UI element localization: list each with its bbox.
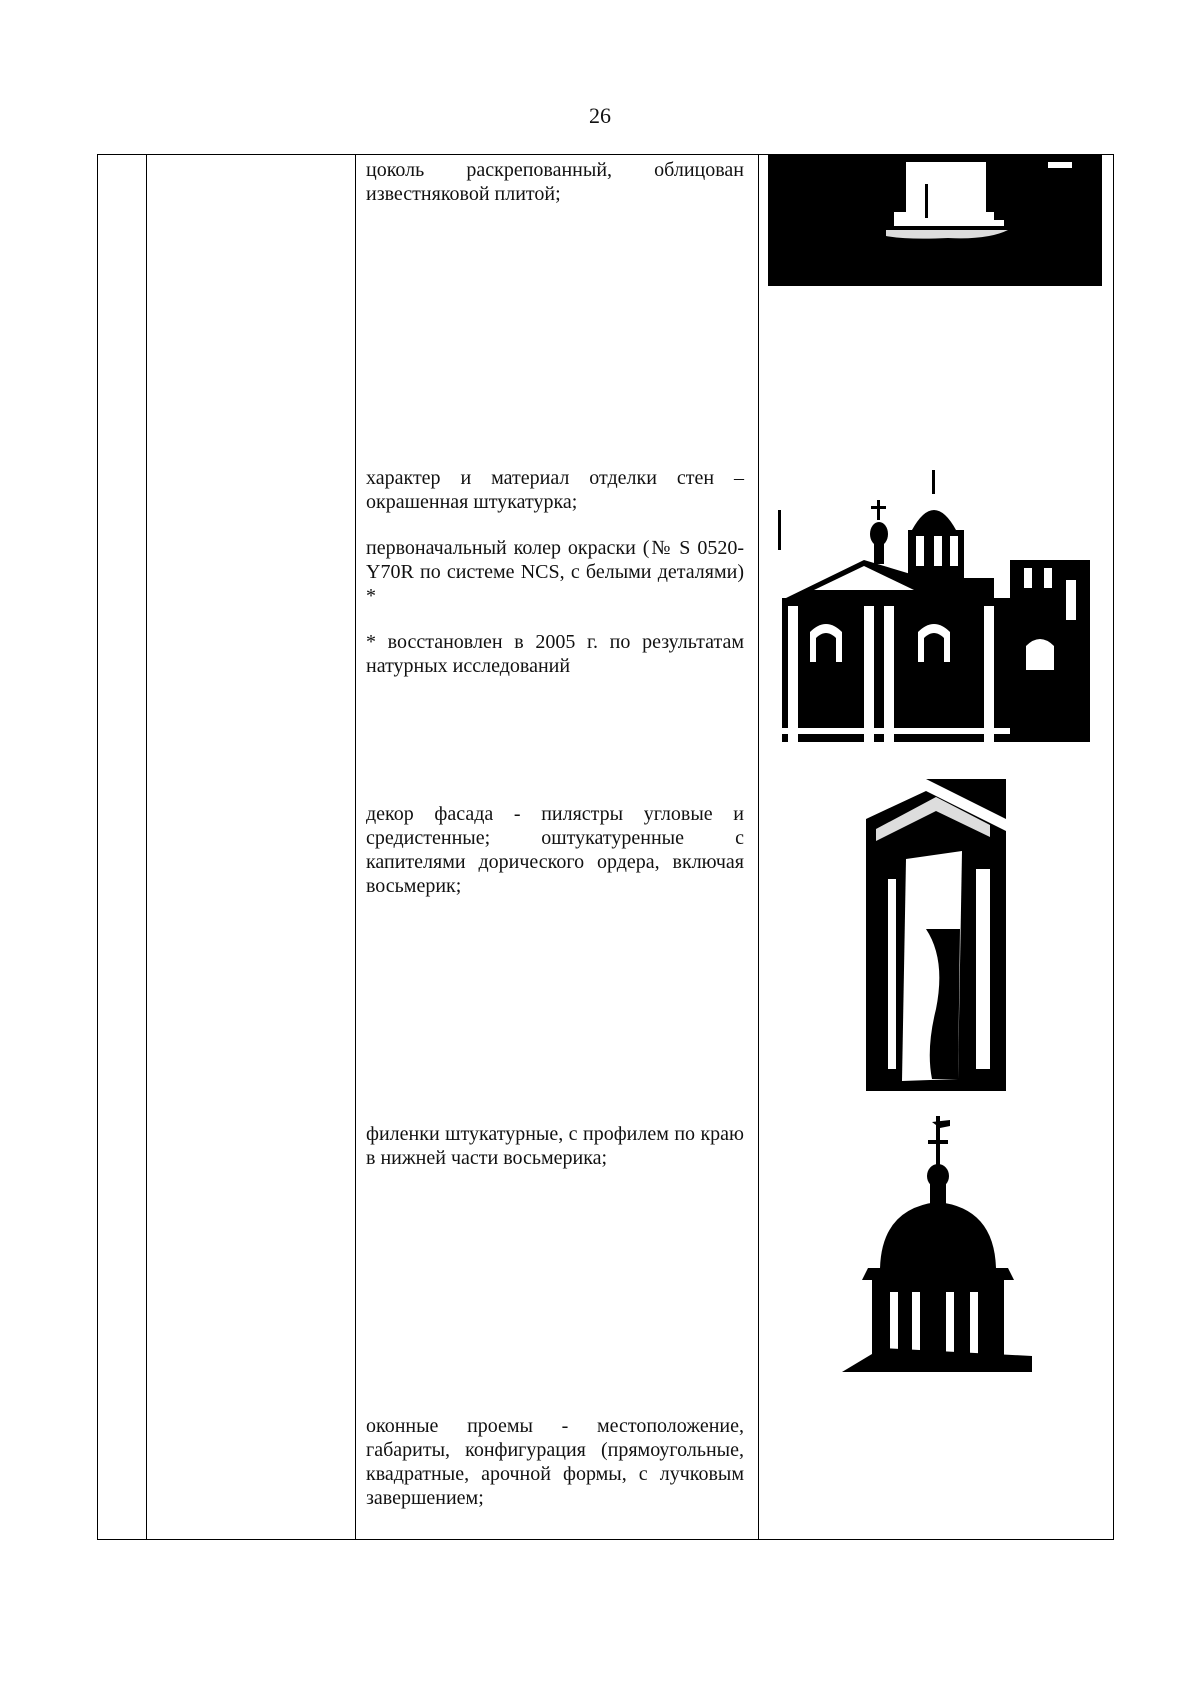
entry-text: цоколь раскрепованный, облицован известняковой плитой;	[366, 159, 744, 205]
plinth-photo	[768, 154, 1102, 286]
entry-panels	[366, 1122, 744, 1192]
page-number: 26	[589, 103, 611, 128]
entry-text: * восстановлен в 2005 г. по результатам натурных исследований	[366, 631, 744, 677]
entry-plinth	[366, 158, 744, 228]
dome-silhouette-photo	[842, 1116, 1032, 1372]
column-divider-1	[146, 154, 147, 1540]
entry-text: филенки штукатурные, с профилем по краю в нижней части восьмерика;	[366, 1123, 744, 1169]
entry-text: первоначальный колер окраски (№ S 0520-Y70R по системе NCS, с белыми деталями) *	[366, 537, 744, 607]
church-facade-photo	[774, 470, 1090, 742]
entry-text: декор фасада - пилястры угловые и средистенные; оштукатуренные с капителями дорического ордера, включая восьмерик;	[366, 803, 744, 897]
entry-walls	[366, 466, 744, 700]
entry-text: оконные проемы - местоположение, габариты, конфигурация (прямоугольные, квадратные, арочной формы, с лучковым завершением;	[366, 1415, 744, 1509]
pilaster-photo	[866, 779, 1006, 1091]
entry-pilasters	[366, 802, 744, 920]
entry-windows	[366, 1414, 744, 1532]
entry-text: характер и материал отделки стен – окрашенная штукатурка;	[366, 467, 744, 513]
column-divider-3	[758, 154, 759, 1540]
column-divider-2	[355, 154, 356, 1540]
